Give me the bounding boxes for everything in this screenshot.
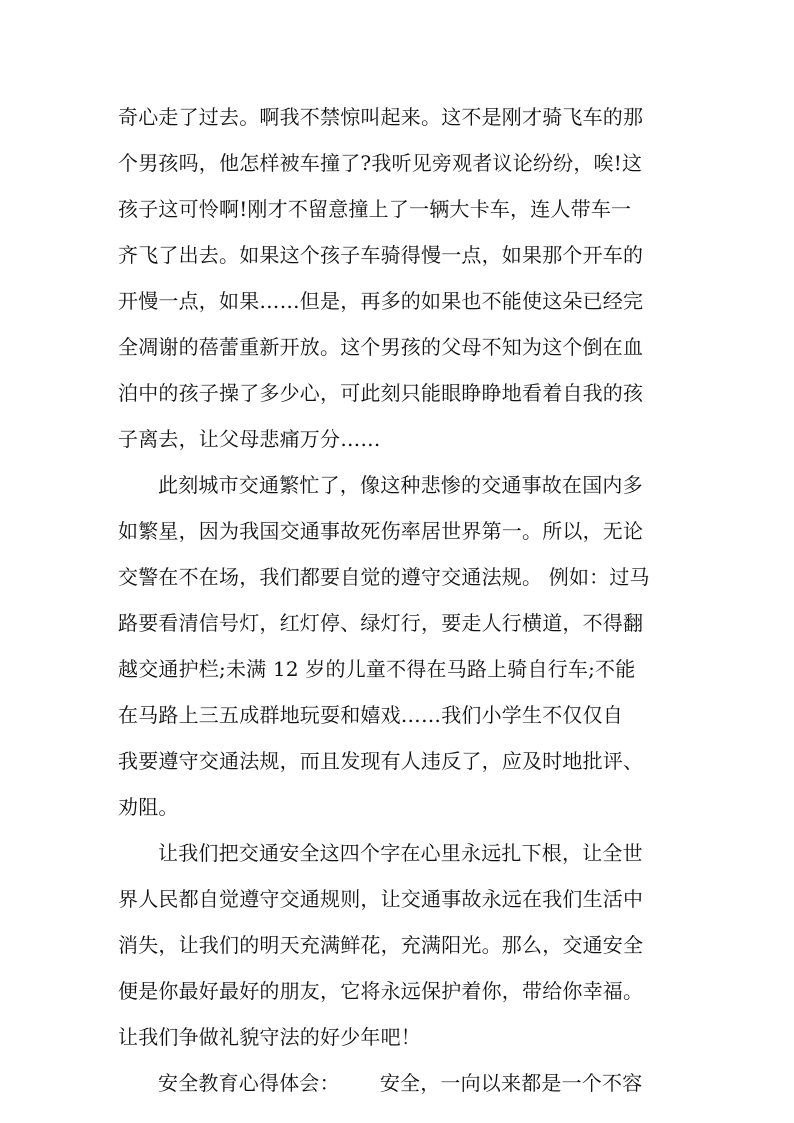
text-line: 消失，让我们的明天充满鲜花，充满阳光。那么，交通安全 (118, 933, 644, 957)
text-line: 齐飞了出去。如果这个孩子车骑得慢一点，如果那个开车的 (118, 243, 644, 267)
text-line: 让我们争做礼貌守法的好少年吧！ (118, 1025, 421, 1049)
text-line: 孩子这可怜啊!刚才不留意撞上了一辆大卡车，连人带车一 (118, 197, 632, 221)
text-line: 子离去，让父母悲痛万分…… (118, 427, 381, 451)
text-line: 奇心走了过去。啊我不禁惊叫起来。这不是刚才骑飞车的那 (118, 105, 644, 129)
text-line: 便是你最好最好的朋友，它将永远保护着你，带给你幸福。 (118, 979, 644, 1003)
text-line: 在马路上三五成群地玩耍和嬉戏……我们小学生不仅仅自 (118, 703, 623, 727)
text-line: 如繁星，因为我国交通事故死伤率居世界第一。所以，无论 (118, 519, 644, 543)
text-line: 泊中的孩子操了多少心，可此刻只能眼睁睁地看着自我的孩 (118, 381, 644, 405)
text-line: 越交通护栏;未满 12 岁的儿童不得在马路上骑自行车;不能 (118, 657, 636, 681)
text-line: 路要看清信号灯，红灯停、绿灯行，要走人行横道，不得翻 (118, 611, 644, 635)
paragraph-start-line: 此刻城市交通繁忙了，像这种悲惨的交通事故在国内多 (158, 473, 643, 497)
text-line: 开慢一点，如果……但是，再多的如果也不能使这朵已经完 (118, 289, 644, 313)
text-line: 交警在不在场，我们都要自觉的遵守交通法规。 例如：过马 (118, 565, 650, 589)
document-body (118, 94, 688, 1106)
section-heading: 安全教育心得体会： (158, 1071, 340, 1095)
text-line: 我要遵守交通法规，而且发现有人违反了，应及时地批评、 (118, 749, 644, 773)
text-line: 个男孩吗，他怎样被车撞了?我听见旁观者议论纷纷，唉!这 (118, 151, 643, 175)
paragraph-start-line: 让我们把交通安全这四个字在心里永远扎下根，让全世 (158, 841, 643, 865)
text-line: 全凋谢的蓓蕾重新开放。这个男孩的父母不知为这个倒在血 (118, 335, 644, 359)
text-line: 劝阻。 (118, 795, 179, 819)
paragraph-start-line (118, 1060, 688, 1106)
text-line: 界人民都自觉遵守交通规则，让交通事故永远在我们生活中 (118, 887, 644, 911)
text-fragment: 安全，一向以来都是一个不容 (379, 1071, 643, 1095)
